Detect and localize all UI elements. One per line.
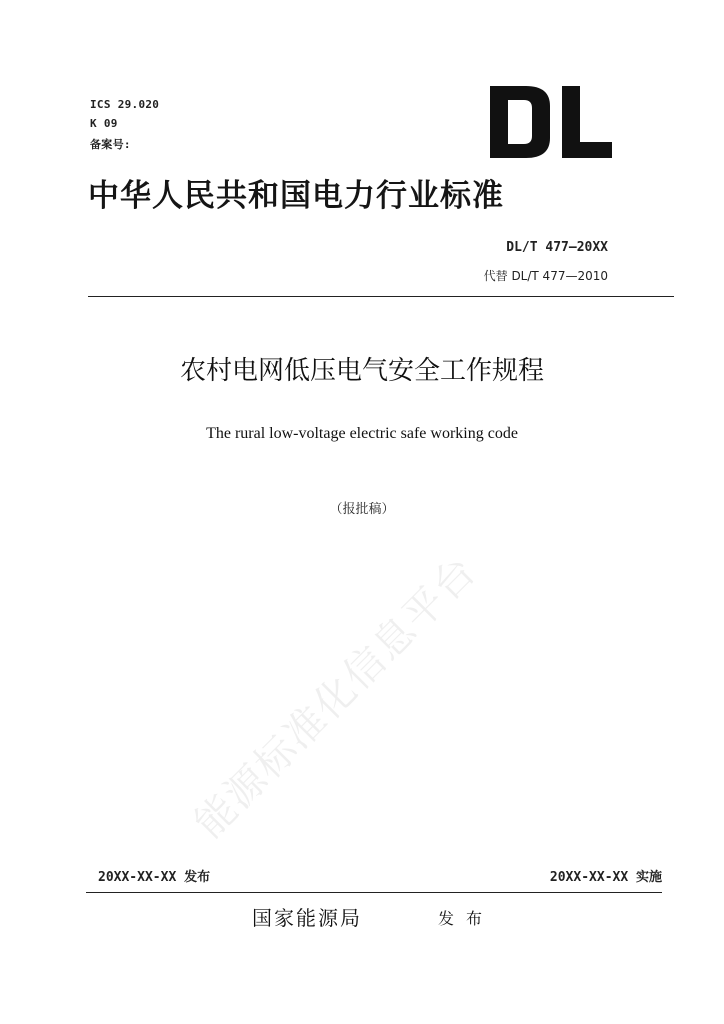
publisher-name: 国家能源局 bbox=[252, 906, 362, 930]
watermark: 能源标准化信息平台 bbox=[186, 547, 487, 848]
document-title-chinese: 农村电网低压电气安全工作规程 bbox=[179, 356, 544, 386]
draft-status: （报批稿） bbox=[329, 502, 395, 517]
record-number-label: 备案号: bbox=[90, 138, 131, 151]
footer-divider bbox=[86, 892, 662, 893]
standard-number: DL/T 477—20XX bbox=[506, 240, 608, 255]
ics-code: ICS 29.020 bbox=[90, 98, 160, 111]
publish-date: 20XX-XX-XX 发布 bbox=[98, 870, 211, 885]
document-title-english: The rural low-voltage electric safe working code bbox=[206, 425, 518, 442]
dl-logo bbox=[486, 82, 616, 162]
implementation-date: 20XX-XX-XX 实施 bbox=[549, 870, 662, 885]
classification-code: K 09 bbox=[90, 117, 118, 130]
header-divider bbox=[88, 296, 674, 297]
issuing-organization-title: 中华人民共和国电力行业标准 bbox=[88, 178, 504, 214]
publish-label: 发布 bbox=[438, 909, 495, 928]
replaces-standard: 代替 DL/T 477—2010 bbox=[483, 269, 608, 283]
